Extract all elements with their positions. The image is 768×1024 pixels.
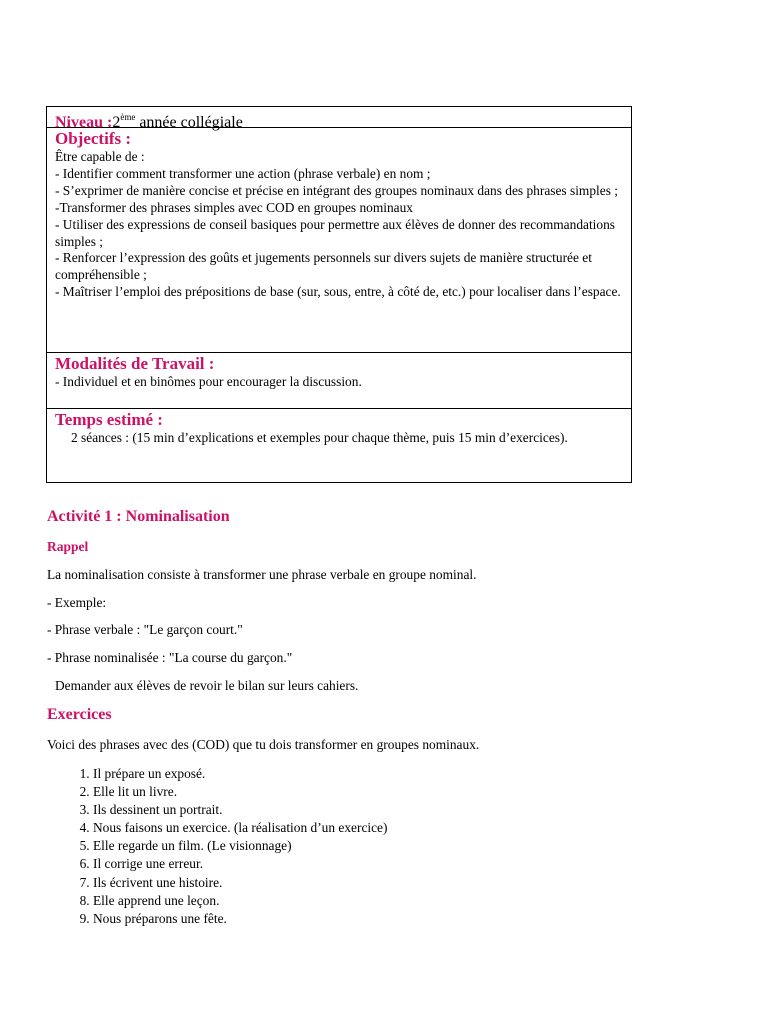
phrase-nominalisee: - Phrase nominalisée : "La course du garçon."	[47, 650, 293, 665]
exercise-item: 8. Elle apprend une leçon.	[93, 892, 387, 910]
temps-cell	[47, 409, 631, 482]
exercices-intro: Voici des phrases avec des (COD) que tu dois transformer en groupes nominaux.	[47, 737, 480, 752]
rappel-label: Rappel	[47, 539, 89, 554]
niveau-value-sup: ème	[120, 112, 136, 122]
lesson-info-table	[46, 106, 632, 483]
niveau-value: année collégiale	[135, 114, 243, 131]
exemple-label: - Exemple:	[47, 595, 107, 610]
temps-label: Temps estimé :	[55, 410, 163, 429]
activite-title: Activité 1 : Nominalisation	[47, 508, 230, 525]
exercise-item: 9. Nous préparons une fête.	[93, 910, 387, 928]
exercise-item: 4. Nous faisons un exercice. (la réalisation d’un exercice)	[93, 819, 387, 837]
exercices-title: Exercices	[47, 706, 112, 723]
objectif-line: - Identifier comment transformer une action (phrase verbale) en nom ;	[55, 165, 431, 181]
niveau-value-prefix: 2	[112, 114, 121, 131]
consigne-text: Demander aux élèves de revoir le bilan sur leurs cahiers.	[55, 678, 359, 693]
rappel-text: La nominalisation consiste à transformer une phrase verbale en groupe nominal.	[47, 567, 477, 582]
temps-text: 2 séances : (15 min d’explications et exemples pour chaque thème, puis 15 min d’exercices).	[71, 430, 568, 445]
objectif-line: - Maîtriser l’emploi des prépositions de base (sur, sous, entre, à côté de, etc.) pour localiser dans l’espace.	[55, 284, 621, 300]
niveau-cell	[47, 107, 631, 131]
modalites-text: - Individuel et en binômes pour encourager la discussion.	[55, 374, 362, 389]
exercise-item: 5. Elle regarde un film. (Le visionnage)	[93, 837, 387, 855]
exercise-item: 6. Il corrige une erreur.	[93, 855, 387, 873]
modalites-cell	[47, 353, 631, 409]
objectif-line: - Utiliser des expressions de conseil basiques pour permettre aux élèves de donner des recommandations simples ;	[55, 216, 616, 249]
objectif-line: - S’exprimer de manière concise et précise en intégrant des groupes nominaux dans des phrases simples ;	[55, 182, 618, 198]
exercise-item: 3. Ils dessinent un portrait.	[93, 801, 387, 819]
objectif-line: Être capable de :	[55, 149, 145, 164]
phrase-verbale: - Phrase verbale : "Le garçon court."	[47, 622, 243, 637]
modalites-label: Modalités de Travail :	[55, 354, 215, 373]
objectif-line: - Renforcer l’expression des goûts et jugements personnels sur divers sujets de manière structurée et compréhensible ;	[55, 250, 592, 283]
objectifs-cell	[47, 128, 631, 353]
objectif-line: -Transformer des phrases simples avec COD en groupes nominaux	[55, 199, 414, 215]
objectifs-list	[55, 149, 623, 301]
niveau-label: Niveau :	[55, 114, 113, 131]
exercise-item: 7. Ils écrivent une histoire.	[93, 874, 387, 892]
objectifs-label: Objectifs :	[55, 129, 132, 148]
exercise-list	[47, 765, 387, 928]
exercise-item: 2. Elle lit un livre.	[93, 783, 387, 801]
exercise-item: 1. Il prépare un exposé.	[93, 765, 387, 783]
